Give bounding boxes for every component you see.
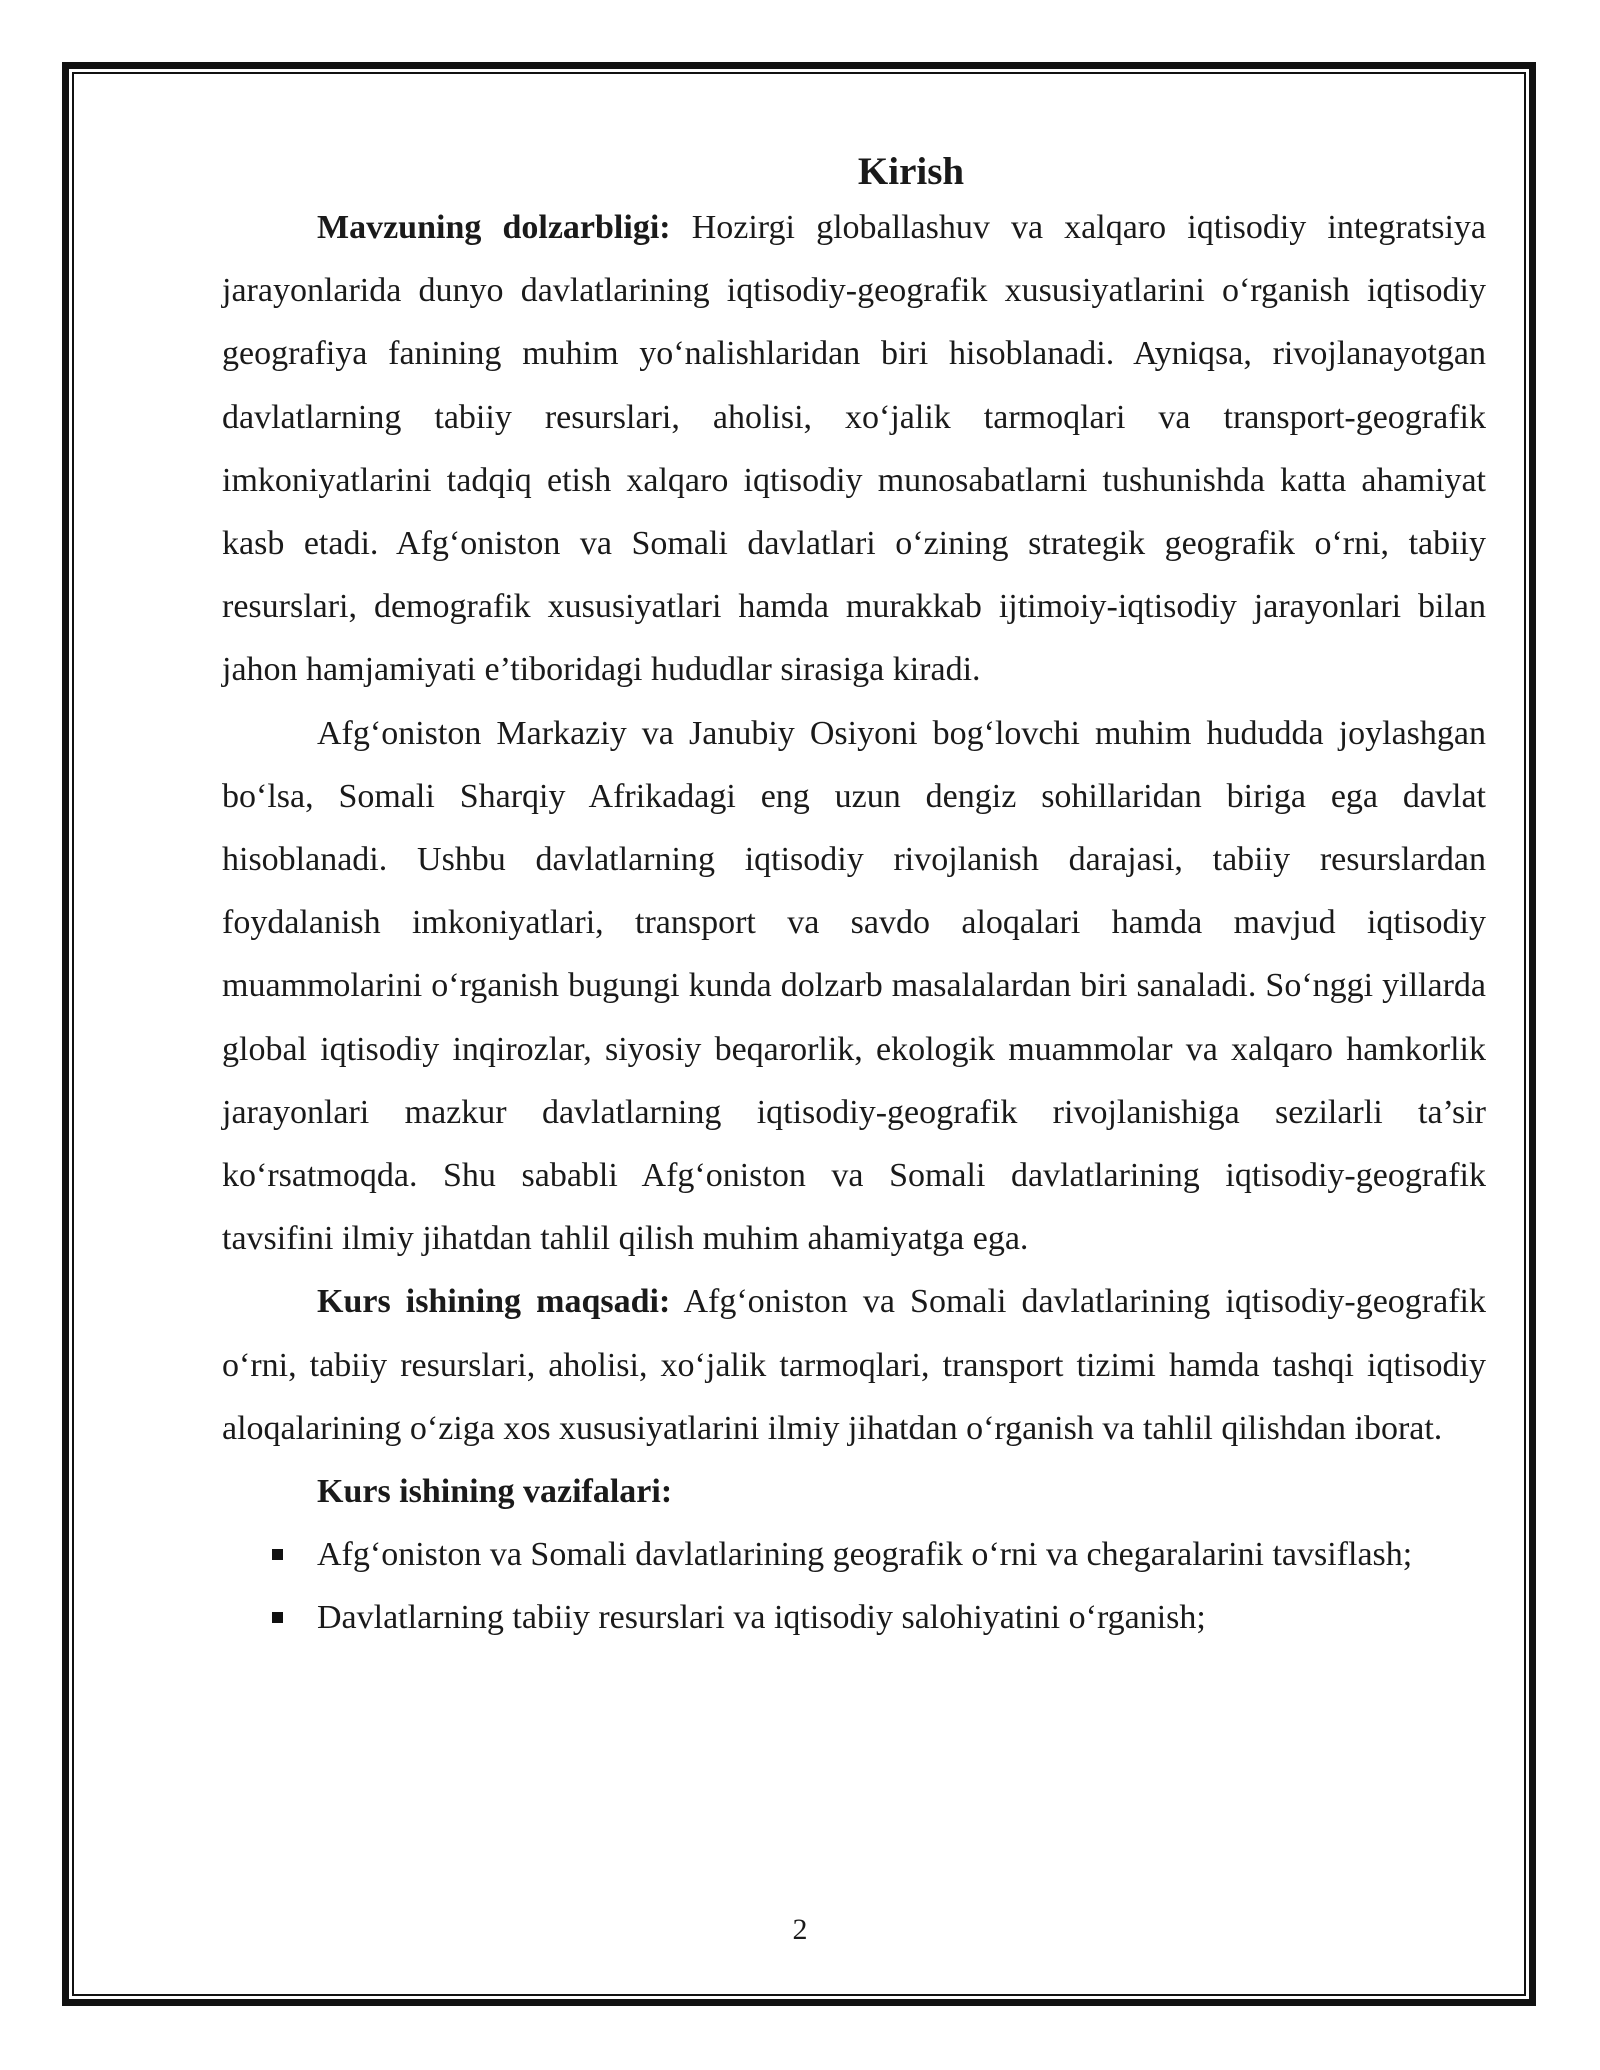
paragraph-text: Afg‘oniston va Somali davlatlarining iqtisodiy-geografik o‘rni, tabiiy resurslari, aholisi, xo‘jalik tarmoqlari, transport tizimi hamda tashqi iqtisodiy aloqalarining o‘ziga xos xususiyatlarini ilmiy jihatdan o‘rganish va tahlil qilishdan iborat. bbox=[222, 1283, 1486, 1447]
paragraph-lead: Kurs ishining maqsadi: bbox=[317, 1283, 671, 1321]
paragraph-lead: Mavzuning dolzarbligi: bbox=[317, 209, 671, 246]
list-item bbox=[222, 1586, 1486, 1649]
paragraph-text: Hozirgi globallashuv va xalqaro iqtisodiy integratsiya jarayonlarida dunyo davlatlarining iqtisodiy-geografik xususiyatlarini o‘rganish iqtisodiy geografiya fanining muhim yo‘nalishlaridan biri hisoblanadi. Ayniqsa, rivojlanayotgan davlatlarning tabiiy resurslari, aholisi, xo‘jalik tarmoqlari va transport-geografik imkoniyatlarini tadqiq etish xalqaro iqtisodiy munosabatlarni tushunishda katta ahamiyat kasb etadi. Afg‘oniston va Somali davlatlari o‘zining strategik geografik o‘rni, tabiiy resurslari, demografik xususiyatlari hamda murakkab ijtimoiy-iqtisodiy jarayonlari bilan jahon hamjamiyati e’tiboridagi hududlar sirasiga kiradi. bbox=[222, 209, 1486, 689]
page-title: Kirish bbox=[857, 150, 965, 193]
square-bullet-icon bbox=[272, 1612, 283, 1623]
square-bullet-icon bbox=[272, 1549, 283, 1560]
paragraph-relevance bbox=[222, 196, 1486, 702]
paragraph-text: Afg‘oniston Markaziy va Janubiy Osiyoni bog‘lovchi muhim hududda joylashgan bo‘lsa, Somali Sharqiy Afrikadagi eng uzun dengiz sohillaridan biriga ega davlat hisoblanadi. Ushbu davlatlarning iqtisodiy rivojlanish darajasi, tabiiy resurslardan foydalanish imkoniyatlari, transport va savdo aloqalari hamda mavjud iqtisodiy muammolarini o‘rganish bugungi kunda dolzarb masalalardan biri sanaladi. So‘nggi yillarda global iqtisodiy inqirozlar, siyosiy beqarorlik, ekologik muammolar va xalqaro hamkorlik jarayonlari mazkur davlatlarning iqtisodiy-geografik rivojlanishiga sezilarli ta’sir ko‘rsatmoqda. Shu sababli Afg‘oniston va Somali davlatlarining iqtisodiy-geografik tavsifini ilmiy jihatdan tahlil qilish muhim ahamiyatga ega. bbox=[222, 714, 1486, 1258]
tasks-heading: Kurs ishining vazifalari: bbox=[317, 1473, 673, 1511]
paragraph-goal bbox=[222, 1270, 1486, 1460]
list-item-text: Afg‘oniston va Somali davlatlarining geografik o‘rni va chegaralarini tavsiflash; bbox=[317, 1536, 1413, 1574]
page-content bbox=[222, 148, 1486, 1650]
list-item bbox=[222, 1523, 1486, 1586]
paragraph-context bbox=[222, 702, 1486, 1271]
page-number: 2 bbox=[792, 1913, 808, 1946]
list-item-text: Davlatlarning tabiiy resurslari va iqtisodiy salohiyatini o‘rganish; bbox=[317, 1599, 1206, 1637]
tasks-list bbox=[222, 1523, 1486, 1649]
